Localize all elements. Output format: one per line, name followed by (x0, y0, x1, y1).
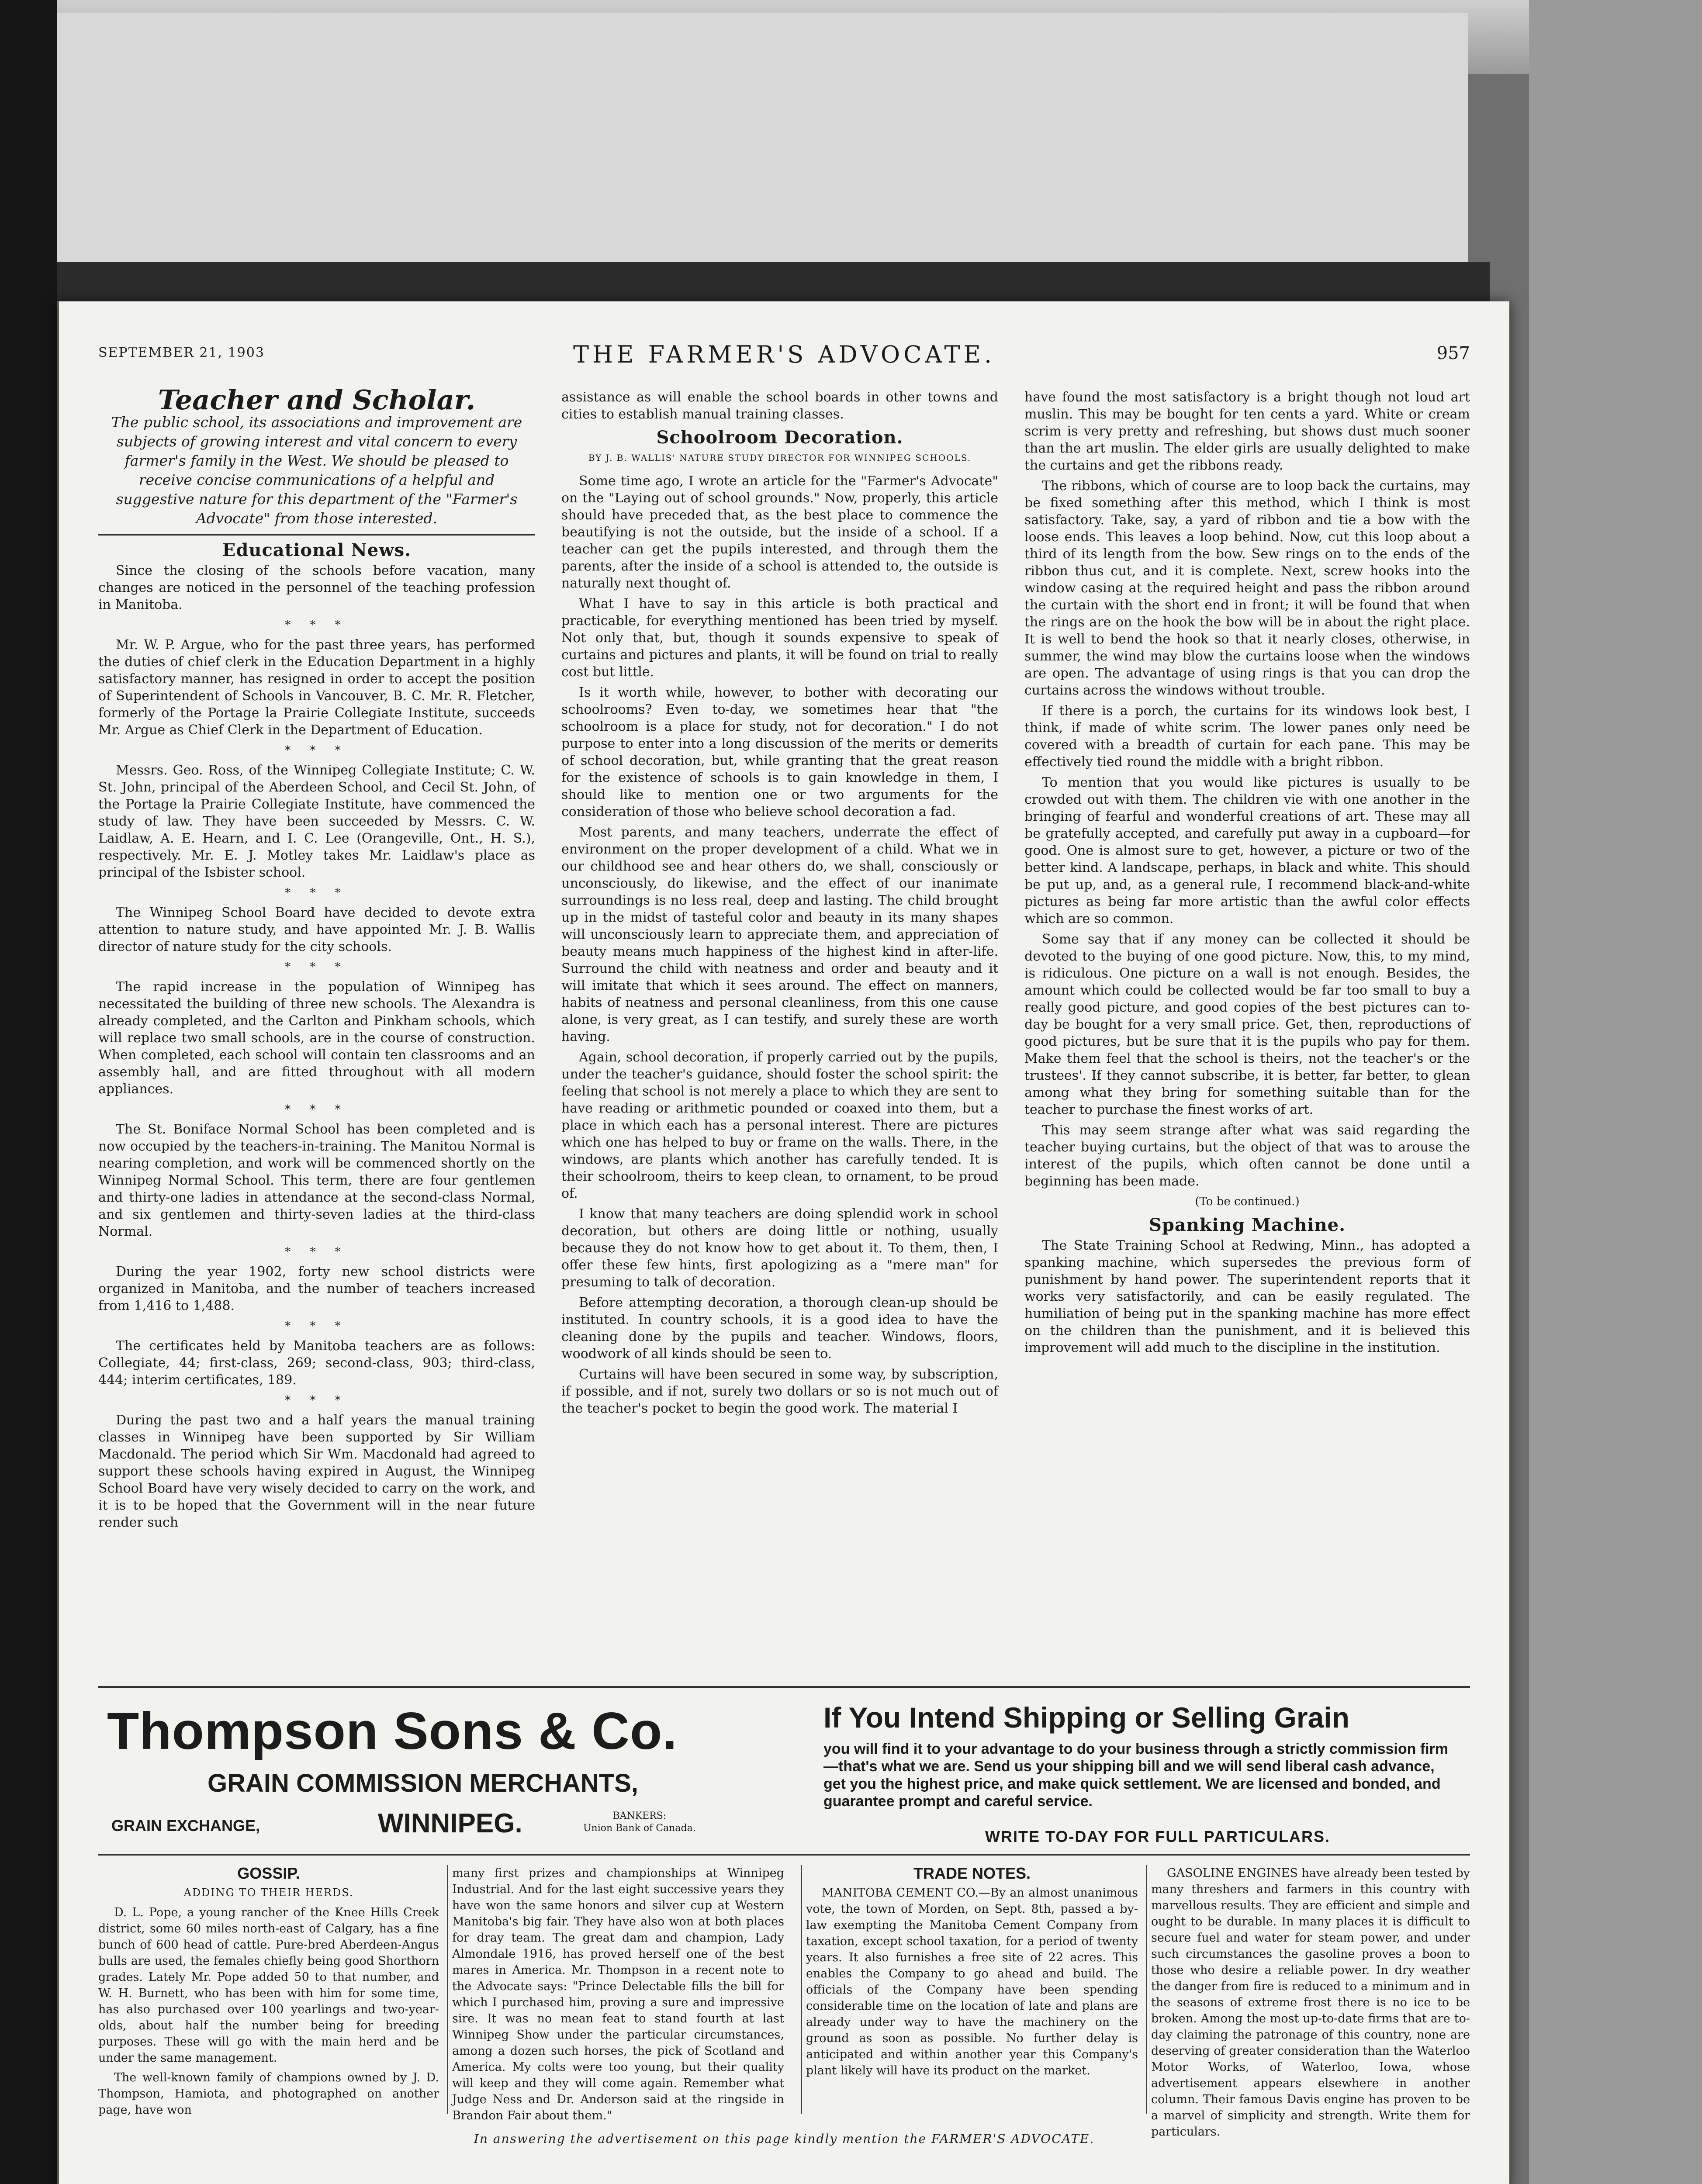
gasoline-column (1151, 1865, 1470, 2139)
trade-notes-column (806, 1865, 1138, 2114)
ad-city: WINNIPEG. (378, 1808, 522, 1838)
page-header (98, 341, 1470, 371)
section-intro: The public school, its associations and improvement are subjects of growing interest and vital concern to every farmer's family in the West. We should be pleased to receive concise communications of a helpful and suggestive nature for this department of the "Farmer's Advocate" from those interested. (111, 414, 522, 527)
previous-page-edge (26, 13, 1468, 293)
trade-notes-heading: TRADE NOTES. (913, 1864, 1031, 1882)
article-paragraph: I know that many teachers are doing splendid work in school decoration, but others are doing little or nothing, usually because they do not know how to get about it. To them, then, I offer these few hints, first apologizing as a "mere man" for presuming to talk of decoration. (561, 1206, 998, 1290)
column-3 (1024, 389, 1470, 1360)
news-paragraph: The St. Boniface Normal School has been completed and is now occupied by the teachers-in-training. The Manitou Normal is nearing completion, and work will be commenced shortly on the Winnipeg Normal School. This term, there are four gentlemen and thirty-one ladies in attendance at the second-class Normal, and six gentlemen and thirty-seven ladies at the third-class Normal. (98, 1122, 535, 1239)
to-be-continued: (To be continued.) (1195, 1195, 1300, 1208)
gossip-paragraph: The well-known family of champions owned by J. D. Thompson, Hamiota, and photographed on another page, have won (98, 2071, 439, 2117)
column-rule (801, 1865, 802, 2114)
article-byline: BY J. B. WALLIS' NATURE STUDY DIRECTOR FOR WINNIPEG SCHOOLS. (588, 453, 972, 463)
column-1 (98, 384, 535, 1534)
ad-bankers-name: Union Bank of Canada. (583, 1823, 696, 1834)
article-paragraph: Curtains will have been secured in some way, by subscription, if possible, and if not, surely two dollars or so is not much out of the teacher's pocket to begin the good work. The material I (561, 1367, 998, 1416)
gossip-subheading: ADDING TO THEIR HERDS. (183, 1887, 354, 1899)
ad-firm-name: Thompson Sons & Co. (107, 1702, 678, 1760)
news-paragraph: Messrs. Geo. Ross, of the Winnipeg Collegiate Institute; C. W. St. John, principal of the Aberdeen School, and Cecil St. John, of the Portage la Prairie Collegiate Institute, have commenced the study of law. They have been succeeded by Messrs. C. W. Laidlaw, A. E. Hearn, and I. C. Lee (Orangeville, Ont., H. S.), respectively. Mr. E. J. Motley takes Mr. Laidlaw's place as principal of the Isbister school. (98, 763, 535, 880)
spanking-heading: Spanking Machine. (1149, 1215, 1346, 1235)
news-paragraph: The Winnipeg School Board have decided to devote extra attention to nature study, and have appointed Mr. J. B. Wallis director of nature study for the city schools. (98, 905, 535, 954)
page-number: 957 (1436, 343, 1470, 363)
trade-notes-paragraph: MANITOBA CEMENT CO.—By an almost unanimous vote, the town of Morden, on Sept. 8th, passed a by-law exempting the Manitoba Cement Company from taxation, except school taxation, for a period of twenty years. It also furnishes a free site of 22 acres. This enables the Company to go ahead and build. The officials of the Company have been spending considerable time on the location of late and plans are already under way to have the machinery on the ground as soon as possible. No further delay is anticipated and within another year this Company's plant likely will have its product on the market. (806, 1886, 1138, 2077)
article-paragraph: To mention that you would like pictures is usually to be crowded out with them. The children vie with one another in the bringing of fearful and wonderful creations of art. These may all be gratefully accepted, and carefully put away in a cupboard—for good. One is almost sure to get, however, a picture or two of the better kind. A landscape, perhaps, in black and white. This should be put up, and, as a general rule, I recommend black-and-white pictures as being far more artistic than the awful color effects which are so common. (1024, 775, 1470, 926)
page-footer: In answering the advertisement on this page kindly mention the FARMER'S ADVOCATE. (474, 2132, 1095, 2146)
separator: * * * (285, 1320, 349, 1333)
ad-body: you will find it to your advantage to do your business through a strictly commission firm—that's what we are. Send us your shipping bill and we will send liberal cash advance, get you the highest price, and make quick settlement. We are licensed and bonded, and guarantee prompt and careful service. (823, 1741, 1449, 1810)
separator: * * * (285, 1103, 349, 1116)
ad-bankers-label: BANKERS: (612, 1811, 667, 1821)
continued-paragraph: assistance as will enable the school boards in other towns and cities to establish manual training classes. (561, 390, 998, 422)
gossip-column-2 (452, 1865, 784, 2122)
ad-headline: If You Intend Shipping or Selling Grain (823, 1701, 1349, 1734)
article-paragraph: Most parents, and many teachers, underrate the effect of environment on the proper development of a child. What we in our childhood see and hear others do, we shall, consciously or unconsciously, do likewise, and the effect of our inanimate surroundings is no less real, deep and lasting. The child brought up in the midst of tasteful color and beauty in its many shapes will unconsciously learn to appreciate them, and appreciation of beauty means much happiness of the highest kind in after-life. Surround the child with neatness and order and beauty and it will imitate that which it sees around. The effect on manners, habits of neatness and personal cleanliness, from this one cause alone, is very great, as I can testify, and surely these are worth having. (561, 825, 998, 1044)
issue-date: SEPTEMBER 21, 1903 (98, 345, 265, 360)
article-paragraph: Some say that if any money can be collected it should be devoted to the buying of one good picture. Now, this, to my mind, is ridiculous. One picture on a wall is not enough. Besides, the amount which could be collected would be far too small to buy a really good picture, and good copies of the best pictures can to-day be bought for a very small price. Get, then, reproductions of good pictures, but be sure that it is the pupils who pay for them. Make them feel that the school is theirs, not the teacher's or the trustees'. If they cannot subscribe, it is better, far better, to glean among what they bring for something suitable than for the teacher to purchase the finest works of art. (1024, 932, 1470, 1117)
separator: * * * (285, 886, 349, 899)
column-rule (1146, 1865, 1147, 2114)
separator: * * * (285, 619, 349, 632)
news-paragraph: During the year 1902, forty new school districts were organized in Manitoba, and the number of teachers increased from 1,416 to 1,488. (98, 1264, 535, 1313)
gossip-heading: GOSSIP. (237, 1864, 300, 1882)
masthead-title: THE FARMER'S ADVOCATE. (573, 341, 996, 368)
gossip-continued: many first prizes and championships at Winnipeg Industrial. And for the last eight successive years they have won the same honors and silver cup at Western Manitoba's big fair. They have also won at both places for dray team. The great dam and champion, Lady Almondale 1916, has proved herself one of the best mares in America. Mr. Thompson in a recent note to the Advocate says: "Prince Delectable fills the bill for which I purchased him, proving a sure and impressive sire. It was no mean feat to stand fourth at last Winnipeg Show under the particular circumstances, among a dozen such horses, the pick of Scotland and America. My colts were too young, but their quality will keep and they will come again. Remember what Judge Ness and Dr. Anderson said at the ringside in Brandon Fair about them." (452, 1866, 784, 2122)
article-paragraph: have found the most satisfactory is a bright though not loud art muslin. This may be bought for ten cents a yard. White or cream scrim is very pretty and refreshing, but shows dust much sooner than the art muslin. The elder girls are usually delighted to make the curtains and get the ribbons ready. (1024, 390, 1470, 473)
article-paragraph: What I have to say in this article is both practical and practicable, for everything mentioned has been tried by myself. Not only that, but, though it sounds expensive to speak of curtains and pictures and plants, it will be found on trial to really cost but little. (561, 596, 998, 680)
separator: * * * (285, 744, 349, 757)
news-paragraph: Since the closing of the schools before vacation, many changes are noticed in the personnel of the teaching profession in Manitoba. (98, 563, 535, 612)
column-rule (447, 1865, 448, 2114)
grain-advertisement (98, 1686, 1470, 1856)
article-paragraph: Is it worth while, however, to bother with decorating our schoolrooms? Even to-day, we sometimes hear that "the schoolroom is a place for study, not for decoration." I do not purpose to enter into a long discussion of the merits or demerits of school decoration, but, while granting that the great reason for the existence of schools is to gain knowledge in them, I should like to mention one or two arguments for the consideration of those who believe school decoration a fad. (561, 685, 998, 819)
ad-call-to-action: WRITE TO-DAY FOR FULL PARTICULARS. (985, 1828, 1331, 1845)
article-paragraph: Before attempting decoration, a thorough clean-up should be instituted. In country schools, it is a good idea to have the cleaning done by the pupils and teacher. Windows, floors, woodwork of all kinds should be seen to. (561, 1295, 998, 1362)
film-left-margin (0, 0, 57, 2184)
article-paragraph: Some time ago, I wrote an article for the "Farmer's Advocate" on the "Laying out of school grounds." Now, properly, this article should have preceded that, as the best place to commence the beautifying is not the outside, but the inside of a school. If a teacher can get the pupils interested, and through them the parents, after the inside of a school is attended to, the outside is naturally next thought of. (561, 473, 998, 591)
news-paragraph: The rapid increase in the population of Winnipeg has necessitated the building of three new schools. The Alexandra is already completed, and the Carlton and Pinkham schools, which will replace two small schools, are in the course of construction. When completed, each school will contain ten classrooms and an assembly hall, and are fitted throughout with all modern appliances. (98, 979, 535, 1097)
article-paragraph: The ribbons, which of course are to loop back the curtains, may be fixed something after this method, which I think is most satisfactory. Take, say, a yard of ribbon and tie a bow with the loose ends. This leaves a loop behind. Now, cut this loop about a third of its length from the bow. Sew rings on to the ends of the ribbon thus cut, and it is complete. Next, screw hooks into the window casing at the required height and pass the ribbon around the curtain with the short end in front; it will be found that when the rings are on the hook the bow will be in about the right place. It is well to bend the hook so that it nearly closes, otherwise, in summer, the wind may blow the curtains loose when the windows are open. The advantage of using rings is that you can drop the curtains across the windows without trouble. (1024, 478, 1470, 698)
schoolroom-heading: Schoolroom Decoration. (656, 427, 903, 448)
film-dark-band (26, 262, 1490, 301)
article-paragraph: Again, school decoration, if properly carried out by the pupils, under the teacher's guidance, should foster the school spirit: the feeling that school is not merely a place to which they are sent to have reading or arithmetic pounded or coaxed into them, but a place in which each has a personal interest. There are pictures which one has helped to buy or frame on the walls. There, in the windows, are plants which another has carefully tended. It is their schoolroom, theirs to keep clean, to ornament, to be proud of. (561, 1050, 998, 1201)
article-paragraph: This may seem strange after what was said regarding the teacher buying curtains, but the object of that was to arouse the interest of the pupils, which often cannot be done until a beginning has been made. (1024, 1123, 1470, 1189)
news-paragraph: The certificates held by Manitoba teachers are as follows: Collegiate, 44; first-class, 269; second-class, 903; third-class, 444; interim certificates, 189. (98, 1338, 535, 1388)
newspaper-page (59, 301, 1509, 2184)
separator: * * * (285, 1245, 349, 1258)
news-paragraph: During the past two and a half years the manual training classes in Winnipeg have been supported by Sir William Macdonald. The period which Sir Wm. Macdonald had agreed to support these schools having expired in August, the Winnipeg School Board have very wisely decided to carry on the work, and it is to be hoped that the Government will in the near future render such (98, 1413, 535, 1530)
educational-news-heading: Educational News. (222, 540, 412, 560)
gasoline-paragraph: GASOLINE ENGINES have already been tested by many threshers and farmers in this country with marvellous results. They are efficient and simple and ought to be durable. In many places it is difficult to secure fuel and water for steam power, and under such circumstances the gasoline proves a boon to those who desire a reliable power. In dry weather the danger from fire is reduced to a minimum and in the seasons of extreme frost there is no ice to be broken. Among the most up-to-date firms that are to-day claiming the patronage of this country, none are deserving of greater consideration than the Waterloo Motor Works, of Waterloo, Iowa, whose advertisement appears elsewhere in another column. Their famous Davis engine has proven to be a marvel of simplicity and strength. Write them for particulars. (1151, 1866, 1470, 2139)
column-2 (561, 389, 998, 1420)
article-paragraph: If there is a porch, the curtains for its windows look best, I think, if made of white scrim. The lower panes only need be covered with a breadth of curtain for each pane. This may be effectively tied round the middle with a bright ribbon. (1024, 703, 1470, 770)
ad-exchange: GRAIN EXCHANGE, (111, 1817, 260, 1835)
spanking-paragraph: The State Training School at Redwing, Minn., has adopted a spanking machine, which supersedes the previous form of punishment by hand power. The superintendent reports that it works very satisfactorily, and can be easily regulated. The humiliation of being put in the spanking machine has more effect on the children than the punishment, and it is believed this improvement will add much to the discipline in the institution. (1024, 1238, 1470, 1355)
ad-merchants: GRAIN COMMISSION MERCHANTS, (208, 1769, 638, 1797)
ad-bankers (583, 1810, 696, 1835)
gossip-column (98, 1865, 439, 2122)
separator: * * * (285, 961, 349, 974)
gossip-paragraph: D. L. Pope, a young rancher of the Knee Hills Creek district, some 60 miles north-east of Calgary, has a fine bunch of 600 head of cattle. Pure-bred Aberdeen-Angus bulls are used, the females chiefly being good Shorthorn grades. Lately Mr. Pope added 50 to that number, and W. H. Burnett, who has been with him for some time, has also purchased over 100 yearlings and two-year-olds, about half the number being for breeding purposes. These will go with the main herd and be under the same management. (98, 1906, 439, 2065)
section-title: Teacher and Scholar. (158, 384, 476, 416)
film-right-margin (1529, 0, 1702, 2184)
divider (98, 534, 535, 536)
news-paragraph: Mr. W. P. Argue, who for the past three years, has performed the duties of chief clerk in the Education Department in a highly satisfactory manner, has resigned in order to accept the position of Superintendent of Schools in Vancouver, B. C. Mr. R. Fletcher, formerly of the Portage la Prairie Collegiate Institute, succeeds Mr. Argue as Chief Clerk in the Department of Education. (98, 637, 535, 738)
separator: * * * (285, 1394, 349, 1407)
